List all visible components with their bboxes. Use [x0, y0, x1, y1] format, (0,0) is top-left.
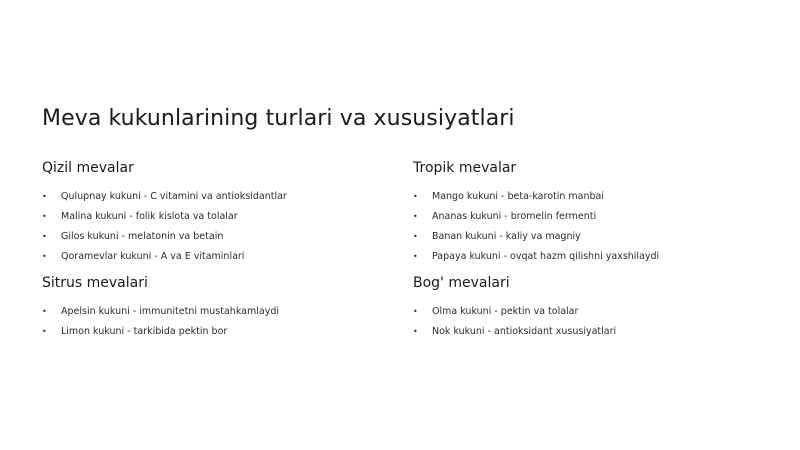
list-item — [42, 227, 402, 247]
list-item — [42, 322, 402, 342]
list-item-text: Apelsin kukuni - immunitetni mustahkamlaydi — [61, 306, 279, 317]
section-garden-fruits — [413, 275, 773, 342]
section-tropical-fruits — [413, 160, 773, 267]
bullet-list — [413, 302, 773, 342]
list-item — [413, 322, 773, 342]
list-item-text: Qoramevlar kukuni - A va E vitaminlari — [61, 251, 245, 262]
bullet-icon: • — [413, 232, 418, 241]
bullet-list — [413, 187, 773, 267]
section-citrus-fruits — [42, 275, 402, 342]
list-item — [42, 247, 402, 267]
list-item-text: Nok kukuni - antioksidant xususiyatlari — [432, 326, 617, 337]
section-heading: Bog' mevalari — [413, 275, 510, 291]
list-item-text: Banan kukuni - kaliy va magniy — [432, 231, 581, 242]
list-item-text: Limon kukuni - tarkibida pektin bor — [61, 326, 228, 337]
list-item — [42, 302, 402, 322]
bullet-icon: • — [42, 232, 47, 241]
list-item — [413, 247, 773, 267]
list-item-text: Gilos kukuni - melatonin va betain — [61, 231, 224, 242]
bullet-icon: • — [42, 307, 47, 316]
list-item-text: Malina kukuni - folik kislota va tolalar — [61, 211, 238, 222]
list-item — [413, 187, 773, 207]
bullet-icon: • — [413, 252, 418, 261]
bullet-icon: • — [42, 192, 47, 201]
list-item — [413, 302, 773, 322]
bullet-icon: • — [42, 327, 47, 336]
bullet-icon: • — [413, 212, 418, 221]
list-item-text: Mango kukuni - beta-karotin manbai — [432, 191, 604, 202]
bullet-icon: • — [42, 212, 47, 221]
bullet-icon: • — [413, 192, 418, 201]
list-item — [42, 207, 402, 227]
list-item — [413, 207, 773, 227]
bullet-list — [42, 302, 402, 342]
list-item-text: Ananas kukuni - bromelin fermenti — [432, 211, 597, 222]
slide-title: Meva kukunlarining turlari va xususiyatlari — [42, 106, 515, 131]
bullet-icon: • — [413, 327, 418, 336]
list-item-text: Papaya kukuni - ovqat hazm qilishni yaxshilaydi — [432, 251, 660, 262]
section-heading: Qizil mevalar — [42, 160, 134, 176]
bullet-icon: • — [413, 307, 418, 316]
bullet-list — [42, 187, 402, 267]
list-item — [42, 187, 402, 207]
section-red-fruits — [42, 160, 402, 267]
bullet-icon: • — [42, 252, 47, 261]
list-item-text: Olma kukuni - pektin va tolalar — [432, 306, 579, 317]
section-heading: Sitrus mevalari — [42, 275, 148, 291]
list-item-text: Qulupnay kukuni - C vitamini va antioksidantlar — [61, 191, 287, 202]
list-item — [413, 227, 773, 247]
section-heading: Tropik mevalar — [413, 160, 517, 176]
